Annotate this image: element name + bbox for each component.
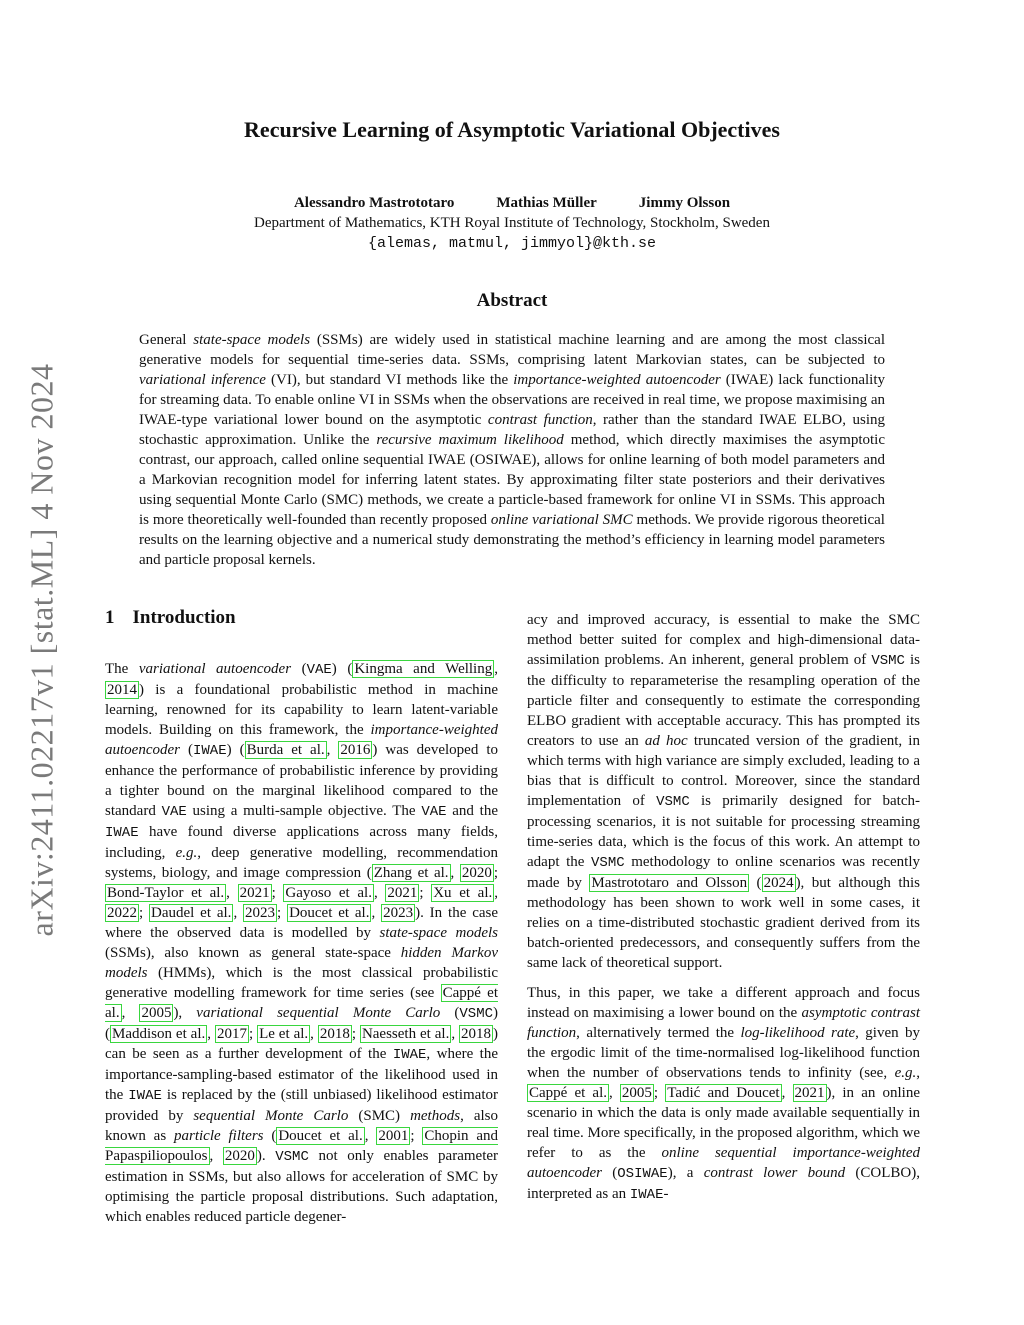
citation-link[interactable]: Maddison et al. xyxy=(112,1026,206,1042)
citation-link[interactable]: 2014 xyxy=(107,682,137,698)
citation-link[interactable]: Naesseth et al. xyxy=(361,1026,450,1042)
citation-link[interactable]: Kingma and Welling xyxy=(354,661,493,677)
abstract-body: General state-space models (SSMs) are widely used in statistical machine learning and are among the most classical generative models for sequential time-series data. SSMs, comprising latent Markovian states, can be subjected to variational inference (VI), but standard VI methods like the importance-weighted autoencoder (IWAE) lack functionality for streaming data. To enable online VI in SSMs when the observations are received in real time, we propose maximising an IWAE-type variational lower bound on the asymptotic contrast function, rather than the standard IWAE ELBO, using stochastic approximation. Unlike the recursive maximum likelihood method, which directly maximises the asymptotic contrast, our approach, called online sequential IWAE (OSIWAE), allows for online learning of both model parameters and a Markovian recognition model for inferring latent states. By approximating filter state posteriors and their derivatives using sequential Monte Carlo (SMC) methods, we create a particle-based framework for online VI in SSMs. This approach is more theoretically well-founded than recently proposed online variational SMC methods. We provide rigorous theoretical results on the learning objective and a numerical study demonstrating the method’s efficiency in learning model parameters and particle proposal kernels. xyxy=(139,332,886,568)
intro-right-column xyxy=(527,610,920,1205)
author-name: Alessandro Mastrototaro xyxy=(293,195,455,211)
acronym: VSMC xyxy=(871,653,905,669)
citation-link[interactable]: Xu et al. xyxy=(433,885,493,901)
author-list xyxy=(0,195,1024,212)
section-title: Introduction xyxy=(132,607,236,628)
citation-link[interactable]: 2022 xyxy=(107,905,137,921)
acronym: IWAE xyxy=(128,1088,162,1104)
acronym: IWAE xyxy=(192,743,227,759)
citation-link[interactable]: 2023 xyxy=(245,905,276,921)
citation-link[interactable]: Le et al. xyxy=(259,1026,309,1042)
arxiv-identifier: arXiv:2411.02217v1 [stat.ML] 4 Nov 2024 xyxy=(23,363,60,937)
acronym: VSMC xyxy=(275,1149,309,1165)
acronym: IWAE xyxy=(629,1187,664,1203)
paragraph: acy and improved accuracy, is essential to make the SMC method better suited for complex and high-dimensional data-assimilation problems. An inherent, general problem of VSMC is the difficulty to reparameterise the resampling operation of the particle filter and consequently to estimate the corresponding ELBO gradient with acceptable accuracy. This has prompted its creators to use an ad hoc truncated version of the gradient, in which terms with high variance are simply excluded, leading to a bias that is difficult to control. Moreover, since the standard implementation of VSMC is primarily designed for batch-processing scenarios, it is not suitable for processing streaming time-series data, which is the focus of this work. An attempt to adapt the VSMC methodology to online scenarios was recently made by Mastrototaro and Olsson ( 2024 ), but although this methodology has been shown to work well in some cases, it relies on a time-distributed stochastic gradient derived from its batch-oriented predecessors, and consequently suffers from the same lack of theoretical support. xyxy=(527,612,920,971)
citation-link[interactable]: 2023 xyxy=(383,905,414,921)
paragraph: The variational autoencoder (VAE) ( Kingma and Welling , 2014 ) is a foundational probabilistic method in machine learning, renowned for its capability to learn latent-variable models. Building on this framework, the importance-weighted autoencoder (IWAE) ( Burda et al. , 2016 ) was developed to enhance the performance of probabilistic inference by providing a tighter bound on the marginal likelihood compared to the standard VAE using a multi-sample objective. The VAE and the IWAE have found diverse applications across many fields, including, e.g., deep generative modelling, recommendation systems, biology, and image compression ( Zhang et al. , 2020 ; Bond-Taylor et al. , 2021 ; Gayoso et al. , 2021 ; Xu et al. , 2022 ; Daudel et al. , 2023 ; Doucet et al. , 2023 ). In the case where the observed data is modelled by state-space models (SSMs), also known as general state-space hidden Markov models (HMMs), which is the most classical probabilistic generative modelling framework for time series (see Cappé et al. , 2005 ), variational sequential Monte Carlo (VSMC) ( Maddison et al. , 2017 ; Le et al. , 2018 ; Naesseth et al. , 2018 ) can be seen as a further development of the IWAE, where the importance-sampling-based estimator of the likelihood used in the IWAE is replaced by the (still unbiased) likelihood estimator provided by sequential Monte Carlo (SMC) methods, also known as particle filters ( Doucet et al. , 2001 ; Chopin and Papaspiliopoulos , 2020 ). VSMC not only enables parameter estimation in SSMs, but also allows for acceleration of SMC by optimising the particle proposal distributions. Such adaptation, which enables reduced particle degener- xyxy=(105,661,499,1225)
section-heading xyxy=(105,607,236,629)
citation-link[interactable]: 2018 xyxy=(461,1026,492,1042)
intro-left-column xyxy=(105,659,498,1227)
author-name: Mathias Müller xyxy=(496,195,597,211)
citation-link[interactable]: Cappé et al. xyxy=(105,985,498,1021)
paper-title: Recursive Learning of Asymptotic Variational Objectives xyxy=(244,117,780,142)
citation-link[interactable]: Daudel et al. xyxy=(151,905,232,921)
citation-link[interactable]: Burda et al. xyxy=(246,742,325,758)
citation-link[interactable]: Cappé et al. xyxy=(529,1085,608,1101)
paragraph: Thus, in this paper, we take a different approach and focus instead on maximising a lower bound on the asymptotic contrast function, alternatively termed the log-likelihood rate, given by the ergodic limit of the time-normalised log-likelihood function when the number of observations tends to infinity (see, e.g., Cappé et al. , 2005 ; Tadić and Doucet , 2021 ), in an online scenario in which the data is only made available sequentially in real time. More specifically, in the proposed algorithm, which we refer to as the online sequential importance-weighted autoencoder (OSIWAE), a contrast lower bound (COLBO), interpreted as an IWAE- xyxy=(527,985,921,1203)
acronym: IWAE xyxy=(392,1047,427,1063)
citation-link[interactable]: 2020 xyxy=(224,1148,255,1164)
citation-link[interactable]: 2017 xyxy=(216,1026,247,1042)
citation-link[interactable]: Zhang et al. xyxy=(373,865,449,881)
citation-link[interactable]: 2005 xyxy=(621,1085,652,1101)
citation-link[interactable]: Doucet et al. xyxy=(289,905,370,921)
affiliation: Department of Mathematics, KTH Royal Institute of Technology, Stockholm, Sweden xyxy=(254,215,770,231)
acronym: VAE xyxy=(161,804,187,820)
acronym: VSMC xyxy=(591,855,625,871)
citation-link[interactable]: 2018 xyxy=(319,1026,350,1042)
acronym: VAE xyxy=(421,804,447,820)
citation-link[interactable]: 2016 xyxy=(340,742,371,758)
citation-link[interactable]: Bond-Taylor et al. xyxy=(107,885,225,901)
acronym: OSIWAE xyxy=(617,1166,668,1182)
citation-link[interactable]: Gayoso et al. xyxy=(285,885,372,901)
author-email[interactable]: {alemas, matmul, jimmyol}@kth.se xyxy=(367,235,657,252)
citation-link[interactable]: 2021 xyxy=(239,885,270,901)
citation-link[interactable]: Tadić and Doucet xyxy=(667,1085,780,1101)
acronym: VSMC xyxy=(656,794,690,810)
citation-link[interactable]: Chopin and Papaspiliopoulos xyxy=(105,1128,499,1164)
citation-link[interactable]: Doucet et al. xyxy=(278,1128,363,1144)
acronym: IWAE xyxy=(105,825,139,841)
citation-link[interactable]: 2001 xyxy=(378,1128,409,1144)
abstract-heading: Abstract xyxy=(476,290,548,311)
acronym: VSMC xyxy=(459,1006,493,1022)
author-name: Jimmy Olsson xyxy=(638,195,731,211)
acronym: VAE xyxy=(306,662,332,678)
section-number: 1 xyxy=(105,607,115,628)
citation-link[interactable]: 2005 xyxy=(141,1005,172,1021)
citation-link[interactable]: 2024 xyxy=(763,875,794,891)
citation-link[interactable]: 2021 xyxy=(387,885,418,901)
citation-link[interactable]: Mastrototaro and Olsson xyxy=(591,875,748,891)
citation-link[interactable]: 2021 xyxy=(794,1085,825,1101)
citation-link[interactable]: 2020 xyxy=(461,865,492,881)
